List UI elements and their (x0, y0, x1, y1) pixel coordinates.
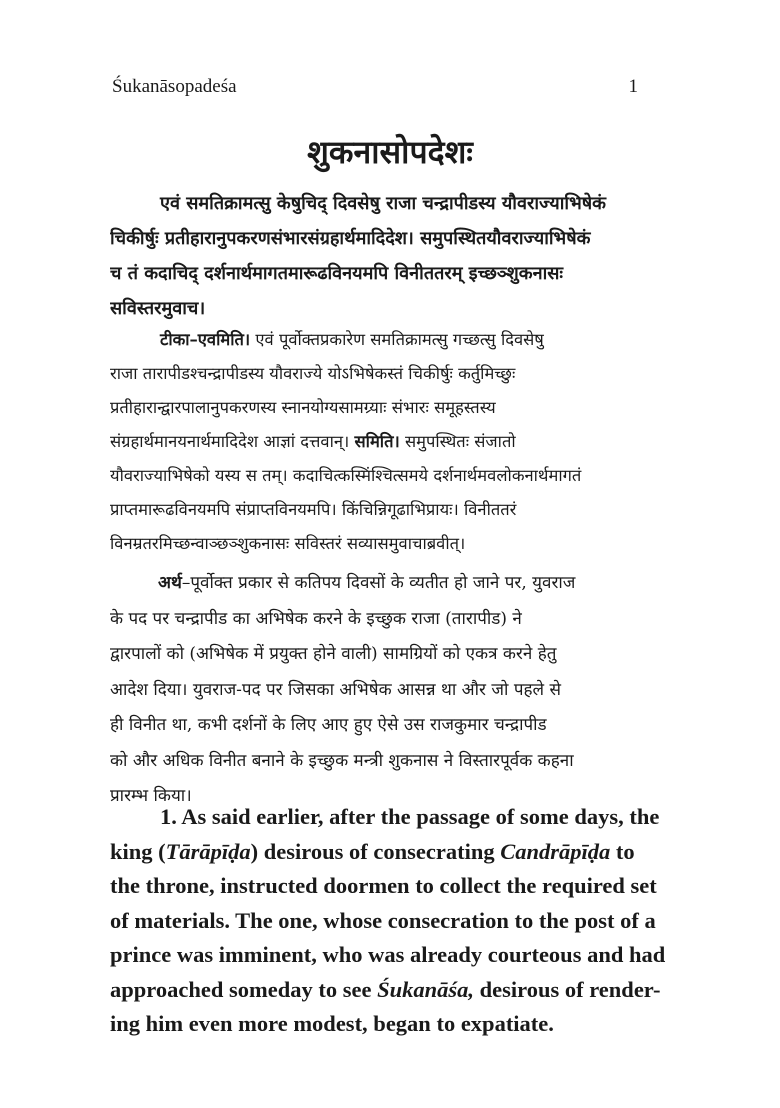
artha-line: प्रारम्भ किया। (110, 786, 192, 806)
name-sukanasa: Śukanāśa, (377, 976, 474, 1002)
name-tarapida: Tārāpīḍa (165, 838, 251, 864)
tika-line: विनम्रतरमिच्छन्वाञ्छञ्शुकनासः सविस्तरं सव्यासमुवाचाब्रवीत्। (110, 534, 466, 553)
tika-line: प्रतीहारान्द्वारपालानुपकरणस्य स्नानयोग्यसामग्र्याः संभारः समूहस्तस्य (110, 398, 496, 417)
english-text: desirous of render- (474, 976, 661, 1002)
artha-text: –पूर्वोक्त प्रकार से कतिपय दिवसों के व्यतीत हो जाने पर, युवराज (181, 573, 576, 593)
samiti-label: समिति। (354, 432, 400, 451)
tika-text: समुपस्थितः संजातो (399, 432, 516, 451)
running-title: Śukanāsopadeśa (112, 76, 237, 97)
tika-line: प्राप्तमारूढविनयमपि संप्राप्तविनयमपि। किंचिन्निगूढाभिप्रायः। विनीततरं (110, 500, 517, 519)
verse-line: च तं कदाचिद् दर्शनार्थमागतमारूढविनयमपि विनीततरम् इच्छञ्शुकनासः (110, 263, 564, 284)
artha-line: के पद पर चन्द्रापीड का अभिषेक करने के इच्छुक राजा (तारापीड) ने (110, 608, 522, 629)
tika-text: संग्रहार्थमानयनार्थमादिदेश आज्ञां दत्तवान्। (110, 432, 355, 451)
english-line: the throne, instructed doormen to collect the required set (110, 873, 657, 898)
verse-line: चिकीर्षुः प्रतीहारानुपकरणसंभारसंग्रहार्थमादिदेश। समुपस्थितयौवराज्याभिषेकं (110, 228, 591, 249)
english-translation (110, 800, 682, 1042)
sanskrit-verse (110, 186, 682, 326)
english-text: approached someday to see (110, 976, 378, 1002)
tika-line: राजा तारापीडश्चन्द्रापीडस्य यौवराज्ये योऽभिषेकस्तं चिकीर्षुः कर्तुमिच्छुः (110, 364, 516, 383)
verse-line: सविस्तरमुवाच। (110, 298, 206, 319)
english-text: to (610, 838, 635, 864)
english-line (110, 973, 682, 1008)
english-text: ) desirous of consecrating (250, 838, 501, 864)
verse-line: एवं समतिक्रामत्सु केषुचिद् दिवसेषु राजा चन्द्रापीडस्य यौवराज्याभिषेकं (160, 193, 606, 214)
chapter-title: शुकनासोपदेशः (307, 133, 473, 171)
english-line (110, 835, 682, 870)
english-line: of materials. The one, whose consecration to the post of a (110, 907, 656, 933)
tika-line: यौवराज्याभिषेको यस्य स तम्। कदाचित्कस्मिंश्चित्समये दर्शनार्थमवलोकनार्थमागतं (110, 466, 582, 485)
english-line: ing him even more modest, began to expatiate. (110, 1011, 554, 1036)
name-candrapida: Candrāpīḍa (500, 838, 611, 864)
english-line: prince was imminent, who was already courteous and had (110, 942, 666, 967)
tika-line (110, 323, 682, 357)
tika-label: टीका–एवमिति। (160, 330, 251, 349)
tika-commentary (110, 323, 682, 561)
tika-line (110, 425, 682, 459)
artha-label: अर्थ (158, 573, 182, 593)
artha-line: ही विनीत था, कभी दर्शनों के लिए आए हुए ऐसे उस राजकुमार चन्द्रापीड (110, 715, 547, 735)
hindi-meaning (110, 566, 682, 815)
tika-text: एवं पूर्वोक्तप्रकारेण समतिक्रामत्सु गच्छत्सु दिवसेषु (250, 330, 544, 349)
running-head (112, 76, 638, 98)
page-number: 1 (628, 76, 638, 97)
english-text: king ( (110, 838, 166, 864)
artha-line: को और अधिक विनीत बनाने के इच्छुक मन्त्री शुकनास ने विस्तारपूर्वक कहना (110, 750, 574, 771)
english-line: 1. As said earlier, after the passage of some days, the (160, 804, 660, 829)
artha-line: आदेश दिया। युवराज-पद पर जिसका अभिषेक आसन्न था और जो पहले से (110, 679, 561, 700)
artha-line (110, 566, 682, 602)
artha-line: द्वारपालों को (अभिषेक में प्रयुक्त होने वाली) सामग्रियों को एकत्र करने हेतु (110, 644, 557, 664)
